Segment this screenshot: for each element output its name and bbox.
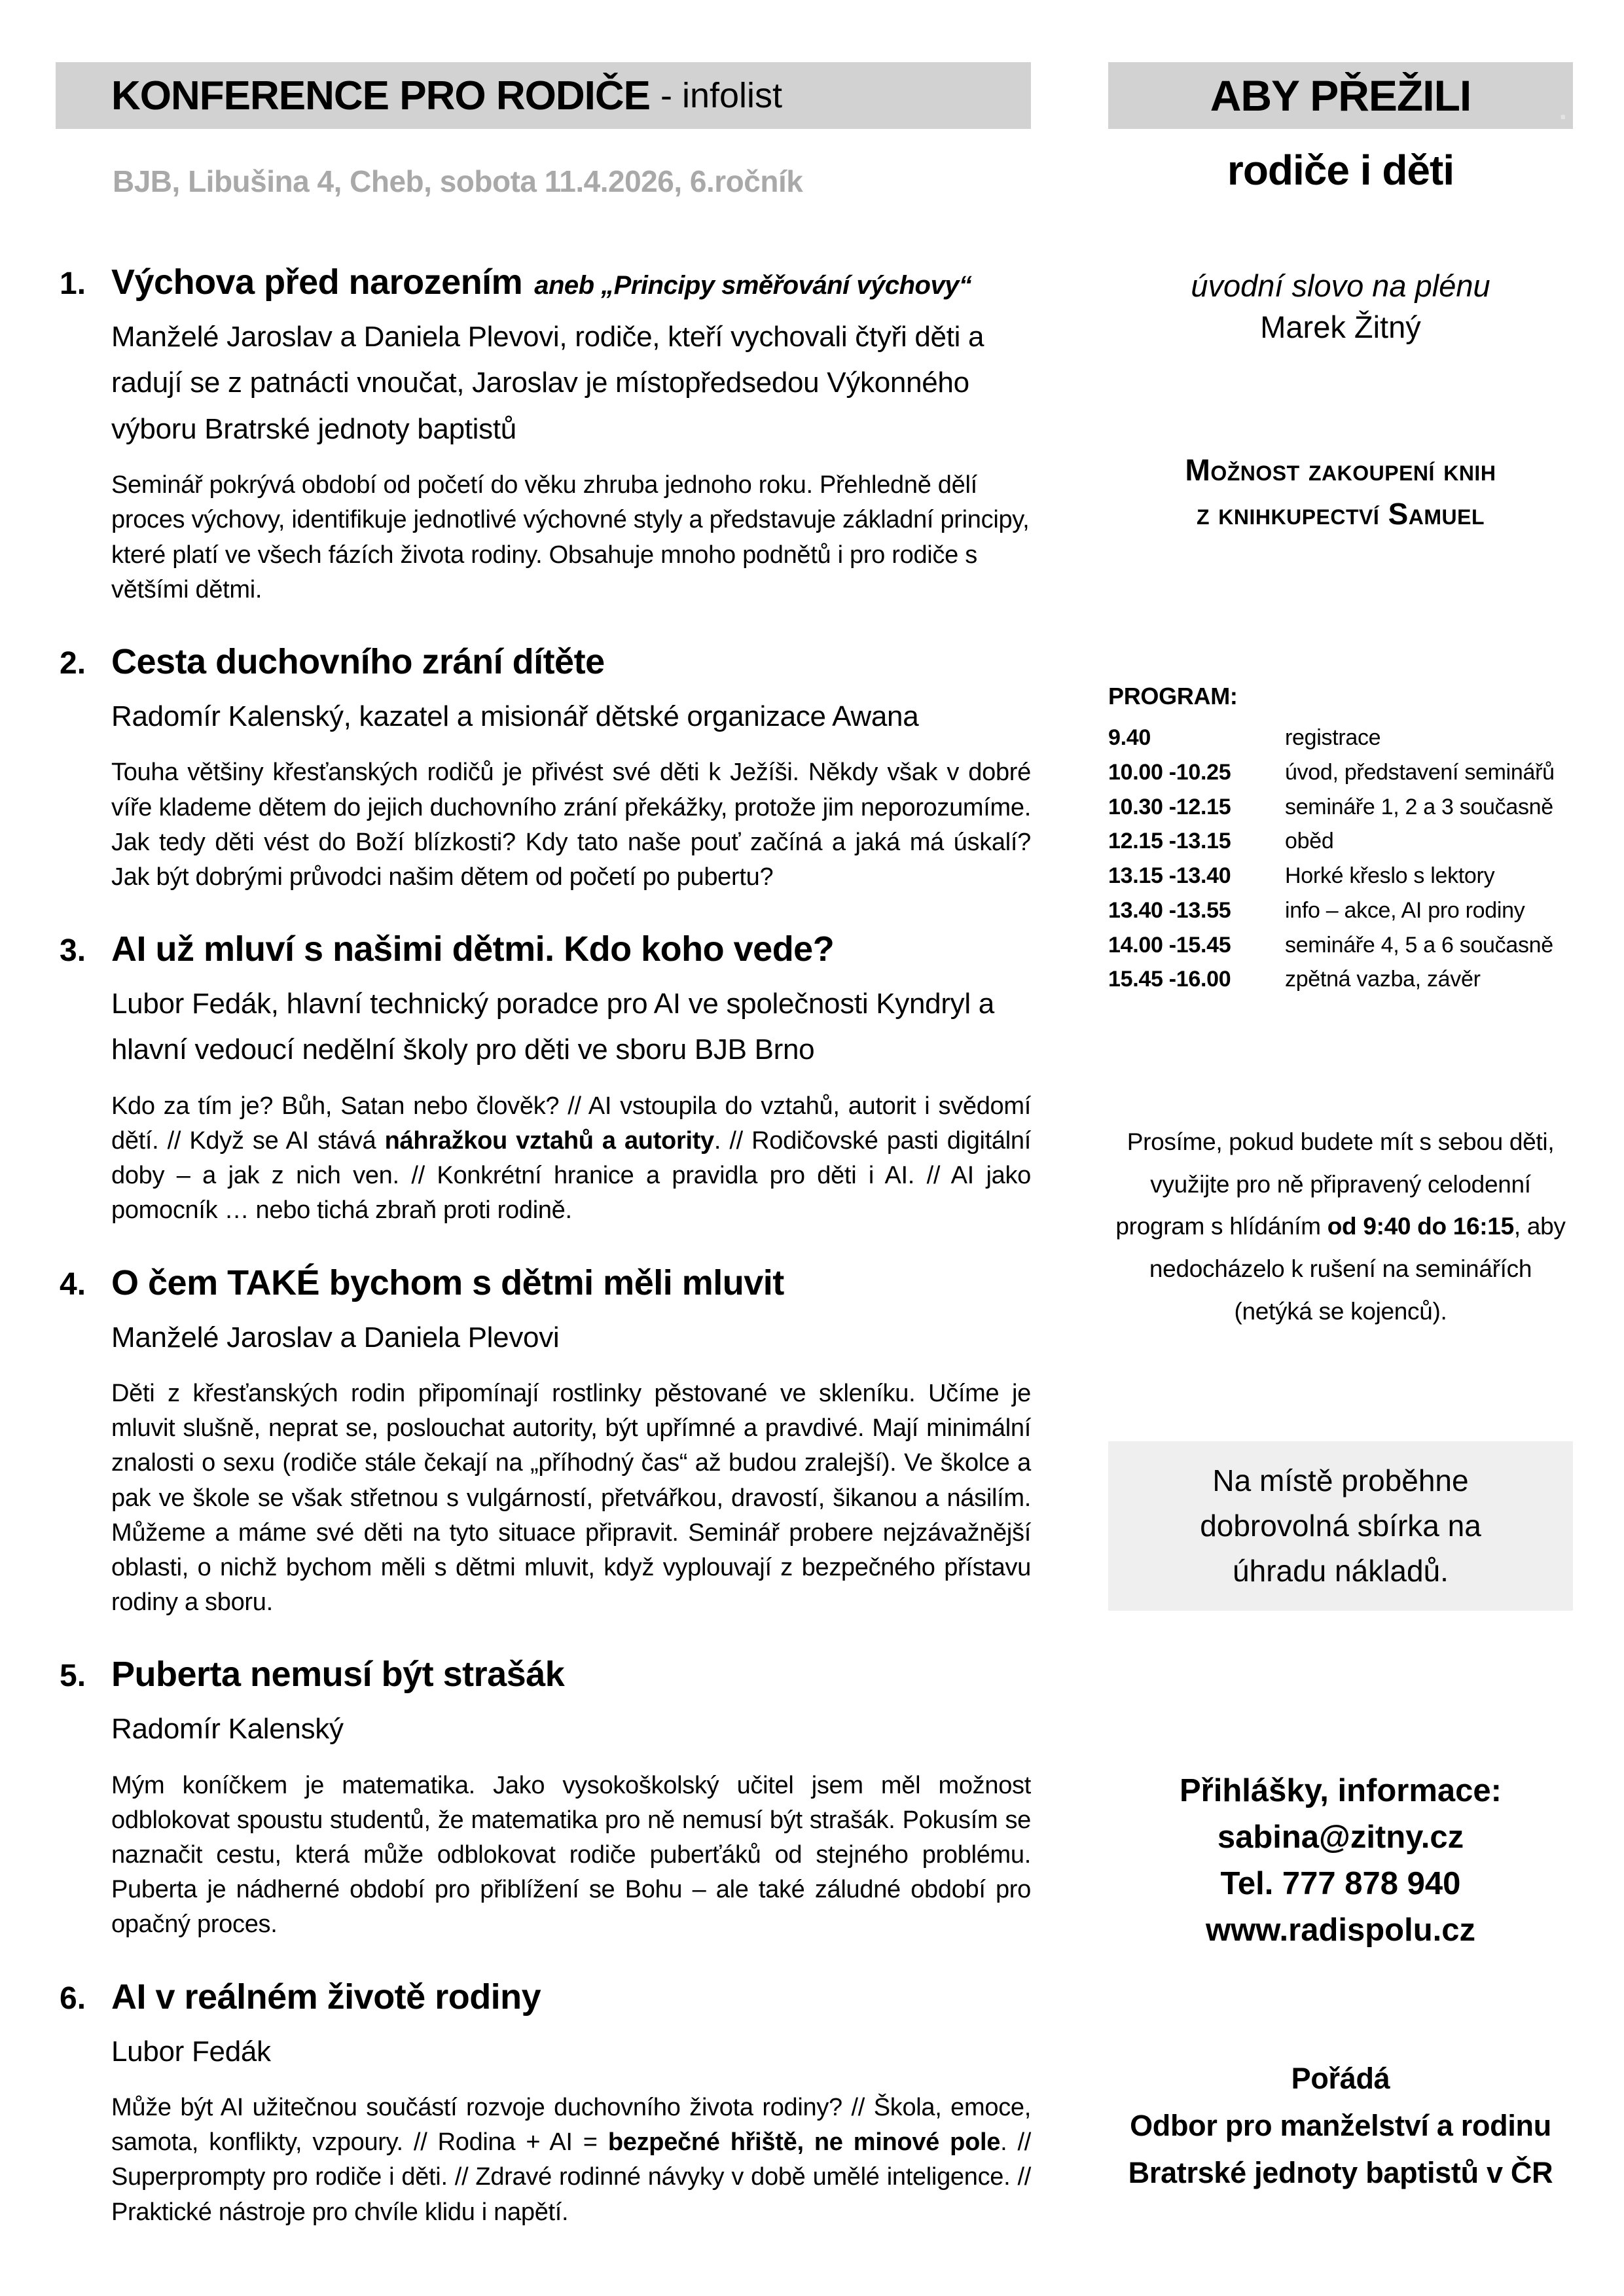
plenary-speaker: Marek Žitný bbox=[1260, 310, 1421, 344]
page-title-suffix: - infolist bbox=[660, 76, 783, 115]
banner-title: ABY PŘEŽILI bbox=[1210, 71, 1471, 120]
seminar-description: Touha většiny křesťanských rodičů je přivést své děti k Ježíši. Někdy však v dobré víře klademe dětem do jejich duchovního zrání překážky, protože jim neporozumíme. Jak tedy děti vést do Boží blízkosti? Kdy tato naše pouť začíná a jaká má úskalí? Jak být dobrými průvodci našim dětem od početí po pubertu? bbox=[111, 759, 1031, 891]
program-row bbox=[1108, 962, 1573, 997]
contact-phone: Tel. 777 878 940 bbox=[1220, 1865, 1461, 1901]
seminar-title: AI v reálném životě rodiny bbox=[111, 1977, 541, 2017]
contact-block bbox=[1108, 1768, 1573, 1954]
contact-email: sabina@zitny.cz bbox=[1217, 1819, 1464, 1855]
seminar-description: Kdo za tím je? Bůh, Satan nebo člověk? // AI vstoupila do vztahů, autorit i svědomí dětí. // Když se AI stává náhražkou vztahů a autority. // Rodičovské pasti digitální doby – a jak z nich ven. // Konkrétní hranice a pravidla pro děti i AI. // AI jako pomocník … nebo tichá zbraň proti rodině. bbox=[111, 1092, 1031, 1225]
page-title: KONFERENCE PRO RODIČE bbox=[111, 73, 650, 118]
program-activity: semináře 4, 5 a 6 současně bbox=[1285, 932, 1553, 958]
seminar-title-row bbox=[56, 1654, 1031, 1695]
bookstore-note-line2: z knihkupectví Samuel bbox=[1196, 496, 1485, 531]
seminar-heading-wrap bbox=[111, 262, 1031, 302]
program-time: 10.30 -12.15 bbox=[1108, 794, 1231, 819]
seminar-title: Cesta duchovního zrání dítěte bbox=[111, 641, 605, 681]
seminar-section bbox=[56, 1263, 1031, 1621]
program-row bbox=[1108, 721, 1573, 755]
seminar-title-row bbox=[56, 262, 1031, 302]
seminar-heading-wrap bbox=[111, 641, 1031, 682]
program-time: 14.00 -15.45 bbox=[1108, 932, 1231, 958]
program-activity: info – akce, AI pro rodiny bbox=[1285, 897, 1525, 923]
bookstore-note-line1: Možnost zakoupení knih bbox=[1185, 453, 1496, 487]
seminar-number: 6. bbox=[60, 1981, 86, 2016]
organizer-block bbox=[1108, 2055, 1573, 2197]
seminar-section bbox=[56, 1977, 1031, 2230]
contact-website: www.radispolu.cz bbox=[1205, 1912, 1476, 1948]
seminar-title-note: aneb „Principy směřování výchovy“ bbox=[534, 271, 972, 300]
seminar-title: O čem TAKÉ bychom s dětmi měli mluvit bbox=[111, 1263, 784, 1302]
organizer-name-line1: Odbor pro manželství a rodinu bbox=[1130, 2108, 1551, 2142]
seminar-heading-wrap bbox=[111, 929, 1031, 969]
program-activity: Horké křeslo s lektory bbox=[1285, 863, 1495, 889]
childcare-note: Prosíme, pokud budete mít s sebou děti, využijte pro ně připravený celodenní program s hlídáním od 9:40 do 16:15, aby nedocházelo k rušení na seminářích (netýká se kojenců). bbox=[1115, 1128, 1566, 1325]
seminar-heading-wrap bbox=[111, 1654, 1031, 1695]
program-row bbox=[1108, 790, 1573, 825]
seminar-title-row bbox=[56, 929, 1031, 969]
seminar-section bbox=[56, 641, 1031, 895]
seminar-description: Děti z křesťanských rodin připomínají rostlinky pěstované ve skleníku. Učíme je mluvit slušně, neprat se, poslouchat autority, být upřímné a pravdivé. Mají minimální znalosti o sexu (rodiče stále čekají na „příhodný čas“ až budou zralejší). Ve školce a pak ve škole se však střetnou s vulgárností, přetvářkou, dravostí, šikanou a násilím. Můžeme a máme své děti na tyto situace připravit. Seminář probere nejzávažnější oblasti, o nichž bychom měli s dětmi mluvit, když vyplouvají z bezpečného přístavu rodiny a sboru. bbox=[111, 1379, 1031, 1617]
program-row bbox=[1108, 893, 1573, 928]
program-time: 15.45 -16.00 bbox=[1108, 967, 1231, 992]
program-row bbox=[1108, 859, 1573, 893]
seminar-speaker: Lubor Fedák, hlavní technický poradce pro AI ve společnosti Kyndryl a hlavní vedoucí nedělní školy pro děti ve sboru BJB Brno bbox=[111, 988, 994, 1066]
program-row bbox=[1108, 824, 1573, 859]
seminar-speaker: Radomír Kalenský bbox=[111, 1713, 344, 1746]
plenary-note: úvodní slovo na plénu bbox=[1191, 268, 1490, 303]
seminar-description: Mým koníčkem je matematika. Jako vysokoškolský učitel jsem měl možnost odblokovat spoustu studentů, že matematika pro ně nemusí být strašák. Pokusím se naznačit cestu, která může odblokovat rodiče puberťáků od stejného problému. Puberta je nádherné období pro přiblížení se Bohu – ale také záludné období pro opačný proces. bbox=[111, 1771, 1031, 1939]
program-time: 12.15 -13.15 bbox=[1108, 829, 1231, 854]
program-time: 13.15 -13.40 bbox=[1108, 863, 1231, 889]
seminar-number: 4. bbox=[60, 1266, 86, 1302]
program-time: 9.40 bbox=[1108, 725, 1151, 751]
program-heading: PROGRAM: bbox=[1108, 683, 1238, 710]
banner-faint-dot: . bbox=[1559, 94, 1566, 126]
header-band bbox=[56, 62, 1031, 129]
bookstore-note bbox=[1108, 448, 1573, 535]
seminar-description: Seminář pokrývá období od početí do věku zhruba jednoho roku. Přehledně dělí proces výchovy, identifikuje jednotlivé výchovné styly a představuje základní principy, které platí ve všech fázích života rodiny. Obsahuje mnoho podnětů i pro rodiče s většími dětmi. bbox=[111, 471, 1030, 603]
seminar-heading-wrap bbox=[111, 1977, 1031, 2017]
seminar-description: Může být AI užitečnou součástí rozvoje duchovního života rodiny? // Škola, emoce, samota, konflikty, vzpoury. // Rodina + AI = bezpečné hřiště, ne minové pole. // Superprompty pro rodiče i děti. // Zdravé rodinné návyky v době umělé inteligence. // Praktické nástroje pro chvíle klidu i napětí. bbox=[111, 2094, 1032, 2226]
organizer-name-line2: Bratrské jednoty baptistů v ČR bbox=[1128, 2155, 1553, 2189]
seminar-speaker: Manželé Jaroslav a Daniela Plevovi, rodiče, kteří vychovali čtyři děti a radují se z patnácti vnoučat, Jaroslav je místopředsedou Výkonného výboru Bratrské jednoty baptistů bbox=[111, 321, 984, 445]
seminar-speaker: Lubor Fedák bbox=[111, 2035, 271, 2068]
program-activity: zpětná vazba, závěr bbox=[1285, 967, 1481, 992]
seminar-section bbox=[56, 262, 1031, 607]
seminar-section bbox=[56, 1654, 1031, 1942]
seminar-number: 1. bbox=[60, 266, 86, 301]
seminar-list bbox=[56, 262, 1031, 2264]
program-time: 13.40 -13.55 bbox=[1108, 897, 1231, 923]
seminar-section bbox=[56, 929, 1031, 1229]
seminar-speaker: Radomír Kalenský, kazatel a misionář dětské organizace Awana bbox=[111, 700, 919, 732]
seminar-title-row bbox=[56, 1977, 1031, 2017]
program-activity: registrace bbox=[1285, 725, 1381, 751]
banner-subtitle: rodiče i děti bbox=[1227, 147, 1454, 194]
program-time: 10.00 -10.25 bbox=[1108, 760, 1231, 785]
seminar-speaker: Manželé Jaroslav a Daniela Plevovi bbox=[111, 1321, 560, 1354]
program-rows bbox=[1108, 721, 1573, 997]
contact-heading: Přihlášky, informace: bbox=[1179, 1772, 1502, 1808]
sidebar bbox=[1108, 62, 1573, 2197]
seminar-heading-wrap bbox=[111, 1263, 1031, 1303]
seminar-number: 5. bbox=[60, 1659, 86, 1694]
seminar-title: Puberta nemusí být strašák bbox=[111, 1655, 565, 1695]
organizer-label: Pořádá bbox=[1291, 2061, 1390, 2095]
program-activity: oběd bbox=[1285, 829, 1334, 854]
collection-box: Na místě proběhne dobrovolná sbírka na úhradu nákladů. bbox=[1108, 1441, 1573, 1611]
seminar-number: 3. bbox=[60, 933, 86, 969]
seminar-title: AI už mluví s našimi dětmi. Kdo koho vede? bbox=[111, 929, 835, 969]
program-schedule bbox=[1108, 683, 1573, 997]
program-row bbox=[1108, 928, 1573, 963]
banner-band bbox=[1108, 62, 1573, 129]
seminar-title-row bbox=[56, 1263, 1031, 1303]
program-row bbox=[1108, 755, 1573, 790]
seminar-title-row bbox=[56, 641, 1031, 682]
program-activity: úvod, představení seminářů bbox=[1285, 760, 1555, 785]
seminar-title: Výchova před narozením bbox=[111, 262, 523, 302]
program-activity: semináře 1, 2 a 3 současně bbox=[1285, 794, 1553, 819]
seminar-number: 2. bbox=[60, 645, 86, 681]
event-location-date: BJB, Libušina 4, Cheb, sobota 11.4.2026, 6.ročník bbox=[113, 164, 803, 198]
